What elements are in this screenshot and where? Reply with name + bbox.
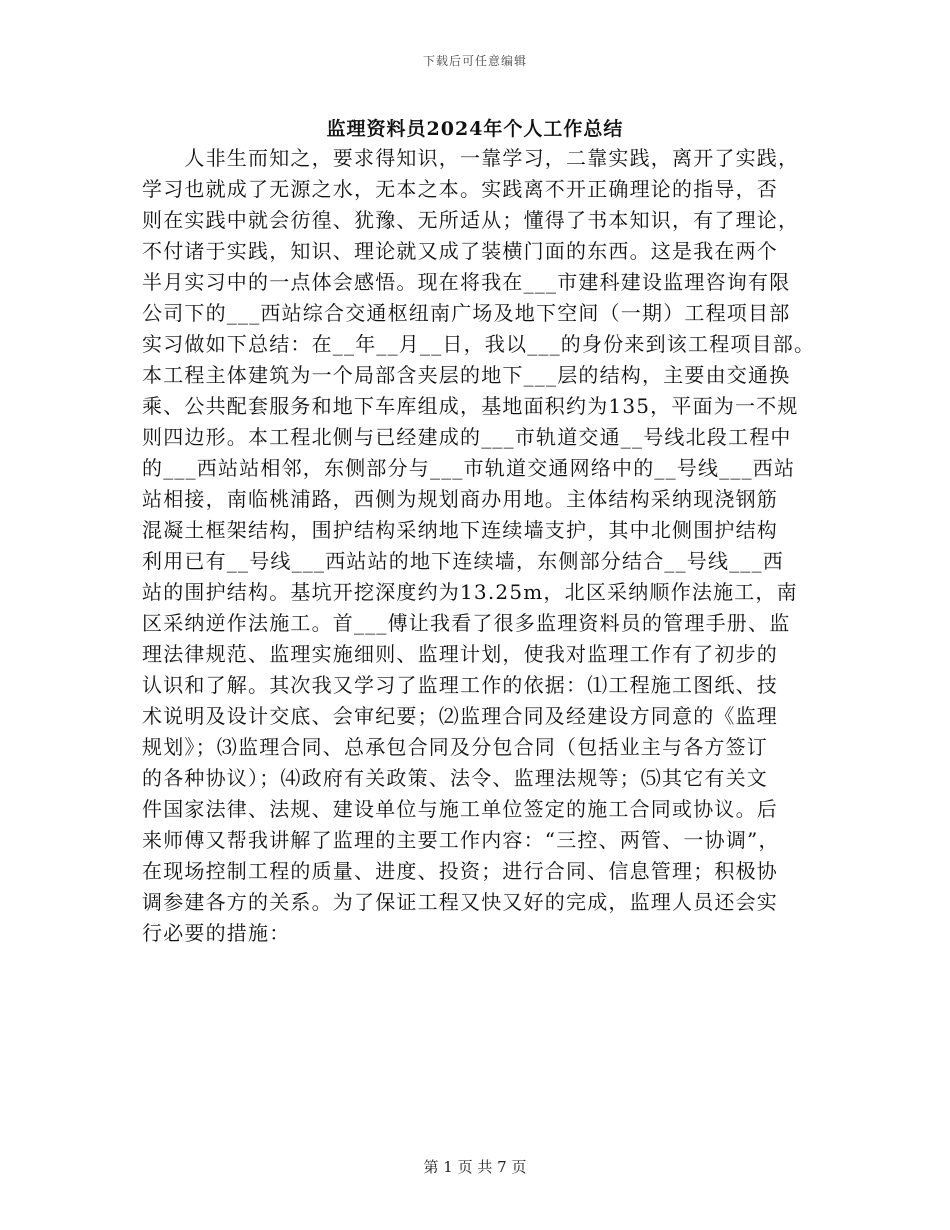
body-line: 半月实习中的一点体会感悟。现在将我在___市建科建设监理咨询有限 xyxy=(142,270,791,294)
body-line: 本工程主体建筑为一个局部含夹层的地下___层的结构，主要由交通换 xyxy=(142,363,791,387)
body-line: 来师傅又帮我讲解了监理的主要工作内容：“三控、两管、一协调”， xyxy=(142,828,780,852)
body-line: 则在实践中就会彷徨、犹豫、无所适从；懂得了书本知识，有了理论， xyxy=(142,208,800,232)
body-line: 实习做如下总结：在__年__月__日，我以___的身份来到该工程项目部。 xyxy=(142,332,816,356)
page-footer-number: 第 1 页 共 7 页 xyxy=(423,1158,527,1176)
body-line: 人非生而知之，要求得知识，一靠学习，二靠实践，离开了实践， xyxy=(142,146,800,170)
body-line: 站相接，南临桃浦路，西侧为规划商办用地。主体结构采纳现浇钢筋 xyxy=(142,487,778,511)
body-line: 区采纳逆作法施工。首___傅让我看了很多监理资料员的管理手册、监 xyxy=(142,611,791,635)
body-line: 理法律规范、监理实施细则、监理计划，使我对监理工作有了初步的 xyxy=(142,642,778,666)
body-line: 利用已有__号线___西站站的地下连续墙，东侧部分结合__号线___西 xyxy=(142,549,784,573)
document-title: 监理资料员2024年个人工作总结 xyxy=(326,118,624,140)
document-body xyxy=(142,143,816,949)
body-line: 公司下的___西站综合交通枢纽南广场及地下空间（一期）工程项目部 xyxy=(142,301,791,325)
body-line: 调参建各方的关系。为了保证工程又快又好的完成，监理人员还会实 xyxy=(142,890,778,914)
body-line: 在现场控制工程的质量、进度、投资；进行合同、信息管理；积极协 xyxy=(142,859,778,883)
body-line: 件国家法律、法规、建设单位与施工单位签定的施工合同或协议。后 xyxy=(142,797,778,821)
body-line: 乘、公共配套服务和地下车库组成，基地面积约为135，平面为一不规 xyxy=(142,394,799,418)
body-line: 行必要的措施： xyxy=(142,921,291,945)
body-line: 混凝土框架结构，围护结构采纳地下连续墙支护，其中北侧围护结构 xyxy=(142,518,778,542)
body-line: 规划》；⑶监理合同、总承包合同及分包合同（包括业主与各方签订 xyxy=(142,735,768,759)
body-line: 术说明及设计交底、会审纪要；⑵监理合同及经建设方同意的《监理 xyxy=(142,704,778,728)
body-line: 的___西站站相邻，东侧部分与___市轨道交通网络中的__号线___西站 xyxy=(142,456,796,480)
body-line: 不付诸于实践，知识、理论就又成了装横门面的东西。这是我在两个 xyxy=(142,239,778,263)
body-line: 则四边形。本工程北侧与已经建成的___市轨道交通__号线北段工程中 xyxy=(142,425,792,449)
body-line: 学习也就成了无源之水，无本之本。实践离不开正确理论的指导，否 xyxy=(142,177,778,201)
page-header-note: 下载后可任意编辑 xyxy=(422,54,527,68)
body-line: 认识和了解。其次我又学习了监理工作的依据：⑴工程施工图纸、技 xyxy=(142,673,778,697)
body-line: 站的围护结构。基坑开挖深度约为13.25m，北区采纳顺作法施工，南 xyxy=(142,580,798,604)
body-line: 的各种协议）；⑷政府有关政策、法令、监理法规等；⑸其它有关文 xyxy=(142,766,768,790)
